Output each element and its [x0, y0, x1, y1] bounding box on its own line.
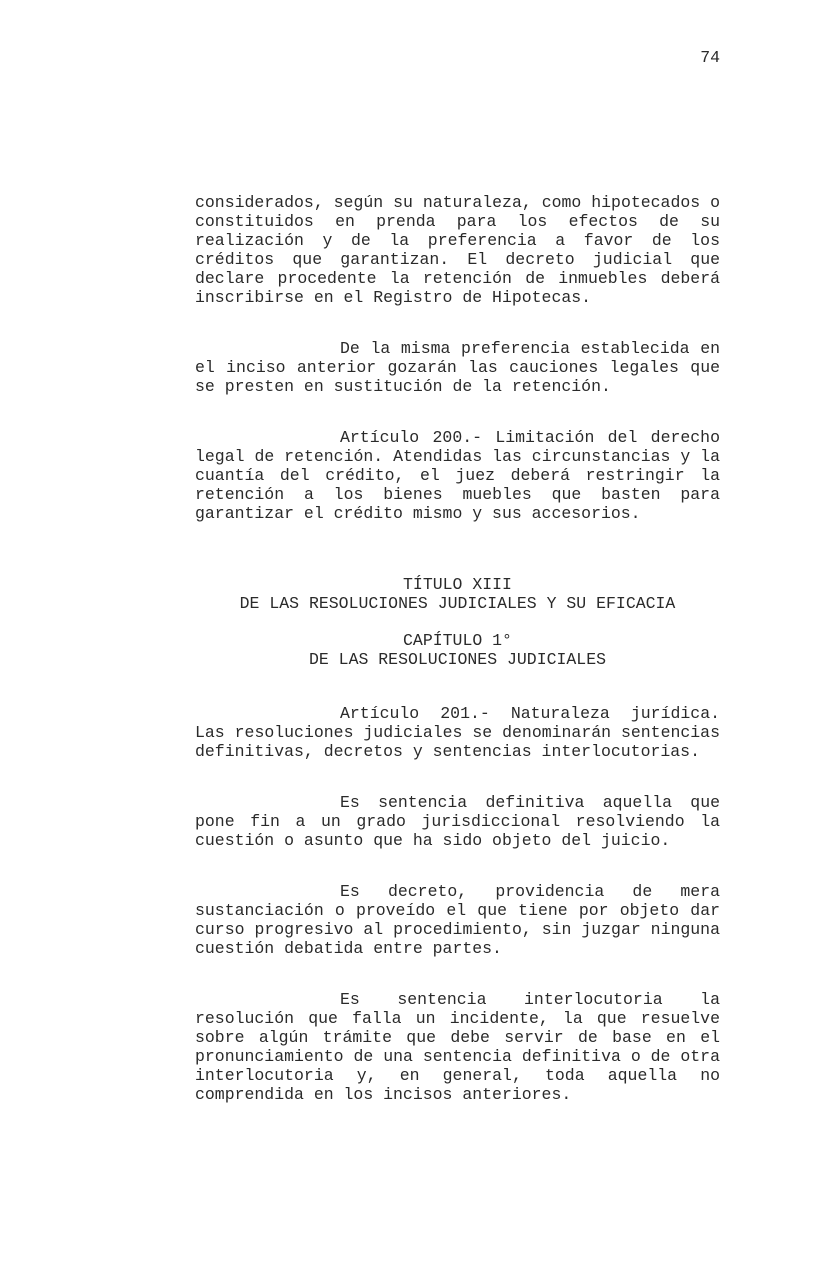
- paragraph: [195, 793, 720, 850]
- text-line: créditos que garantizan. El decreto judicial que: [195, 250, 720, 269]
- text-line: Las resoluciones judiciales se denominarán sentencias: [195, 723, 720, 742]
- paragraph: [195, 428, 720, 523]
- paragraph: [195, 990, 720, 1104]
- text-line: declare procedente la retención de inmuebles deberá: [195, 269, 720, 288]
- text-line: cuestión debatida entre partes.: [195, 939, 502, 958]
- text-line: pone fin a un grado jurisdiccional resolviendo la: [195, 812, 720, 831]
- text-line: Artículo 201.- Naturaleza jurídica.: [340, 704, 720, 723]
- heading-line: DE LAS RESOLUCIONES JUDICIALES: [308, 650, 607, 669]
- text-line: sustanciación o proveído el que tiene por objeto dar: [195, 901, 720, 920]
- text-line: Artículo 200.- Limitación del derecho: [340, 428, 720, 447]
- text-line: Es decreto, providencia de mera: [340, 882, 720, 901]
- paragraph: [195, 339, 720, 396]
- text-line: cuestión o asunto que ha sido objeto del juicio.: [195, 831, 671, 850]
- paragraph: [195, 193, 720, 307]
- text-line: legal de retención. Atendidas las circunstancias y la: [195, 447, 720, 466]
- text-line: interlocutoria y, en general, toda aquella no: [195, 1066, 720, 1085]
- heading-line: DE LAS RESOLUCIONES JUDICIALES Y SU EFICACIA: [239, 594, 676, 613]
- text-line: comprendida en los incisos anteriores.: [195, 1085, 572, 1104]
- paragraph: [195, 704, 720, 761]
- text-line: De la misma preferencia establecida en: [340, 339, 720, 358]
- text-line: garantizar el crédito mismo y sus accesorios.: [195, 504, 641, 523]
- text-line: realización y de la preferencia a favor de los: [195, 231, 720, 250]
- text-line: Es sentencia definitiva aquella que: [340, 793, 720, 812]
- paragraph: [195, 882, 720, 958]
- section-heading: [195, 575, 720, 613]
- section-heading: [195, 631, 720, 669]
- text-line: pronunciamiento de una sentencia definitiva o de otra: [195, 1047, 720, 1066]
- text-line: definitivas, decretos y sentencias interlocutorias.: [195, 742, 700, 761]
- text-line: inscribirse en el Registro de Hipotecas.: [195, 288, 592, 307]
- page-number: 74: [700, 48, 720, 67]
- text-line: considerados, según su naturaleza, como hipotecados o: [195, 193, 720, 212]
- text-line: Es sentencia interlocutoria la: [340, 990, 720, 1009]
- text-line: curso progresivo al procedimiento, sin juzgar ninguna: [195, 920, 720, 939]
- heading-line: CAPÍTULO 1°: [403, 631, 512, 650]
- text-line: constituidos en prenda para los efectos de su: [195, 212, 720, 231]
- text-line: el inciso anterior gozarán las cauciones legales que: [195, 358, 720, 377]
- text-line: cuantía del crédito, el juez deberá restringir la: [195, 466, 720, 485]
- heading-line: TÍTULO XIII: [403, 575, 512, 594]
- text-line: retención a los bienes muebles que basten para: [195, 485, 720, 504]
- text-line: se presten en sustitución de la retención.: [195, 377, 611, 396]
- text-line: resolución que falla un incidente, la que resuelve: [195, 1009, 720, 1028]
- text-line: sobre algún trámite que debe servir de base en el: [195, 1028, 720, 1047]
